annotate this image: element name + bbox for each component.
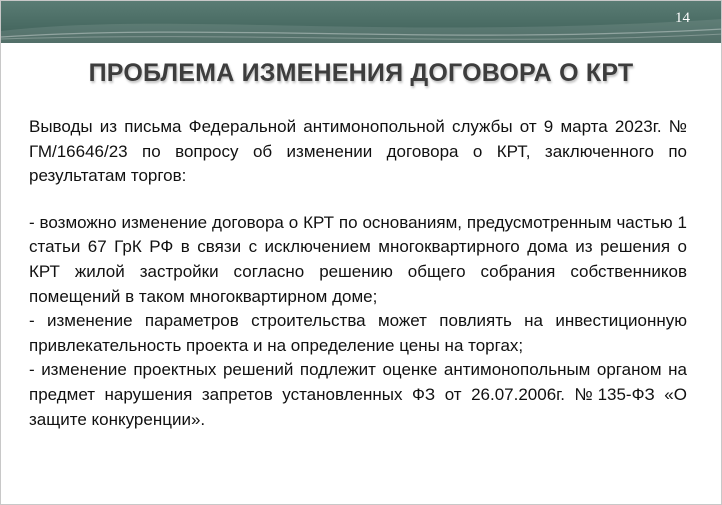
bullet-point-3: - изменение проектных решений подлежит оценке антимонопольным органом на предмет нарушения запретов установленных ФЗ от 26.07.2006г. №135-ФЗ «О защите конкуренции».	[29, 360, 687, 429]
bullet-point-2: - изменение параметров строительства может повлиять на инвестиционную привлекательность проекта и на определение цены на торгах;	[29, 311, 687, 355]
header-band	[1, 1, 722, 43]
slide-body	[29, 115, 687, 432]
slide-title: ПРОБЛЕМА ИЗМЕНЕНИЯ ДОГОВОРА О КРТ	[88, 59, 634, 87]
bullet-point-1: - возможно изменение договора о КРТ по основаниям, предусмотренным частью 1 статьи 67 ГрК РФ в связи с исключением многоквартирного дома из решения о КРТ жилой застройки согласно решению общего собрания собственников помещений в таком многоквартирном доме;	[29, 212, 687, 306]
header-decoration	[1, 1, 722, 43]
page-number: 14	[675, 10, 690, 26]
intro-paragraph: Выводы из письма Федеральной антимонопольной службы от 9 марта 2023г. № ГМ/16646/23 по вопросу об изменении договора о КРТ, заключенного по результатам торгов:	[29, 117, 687, 186]
